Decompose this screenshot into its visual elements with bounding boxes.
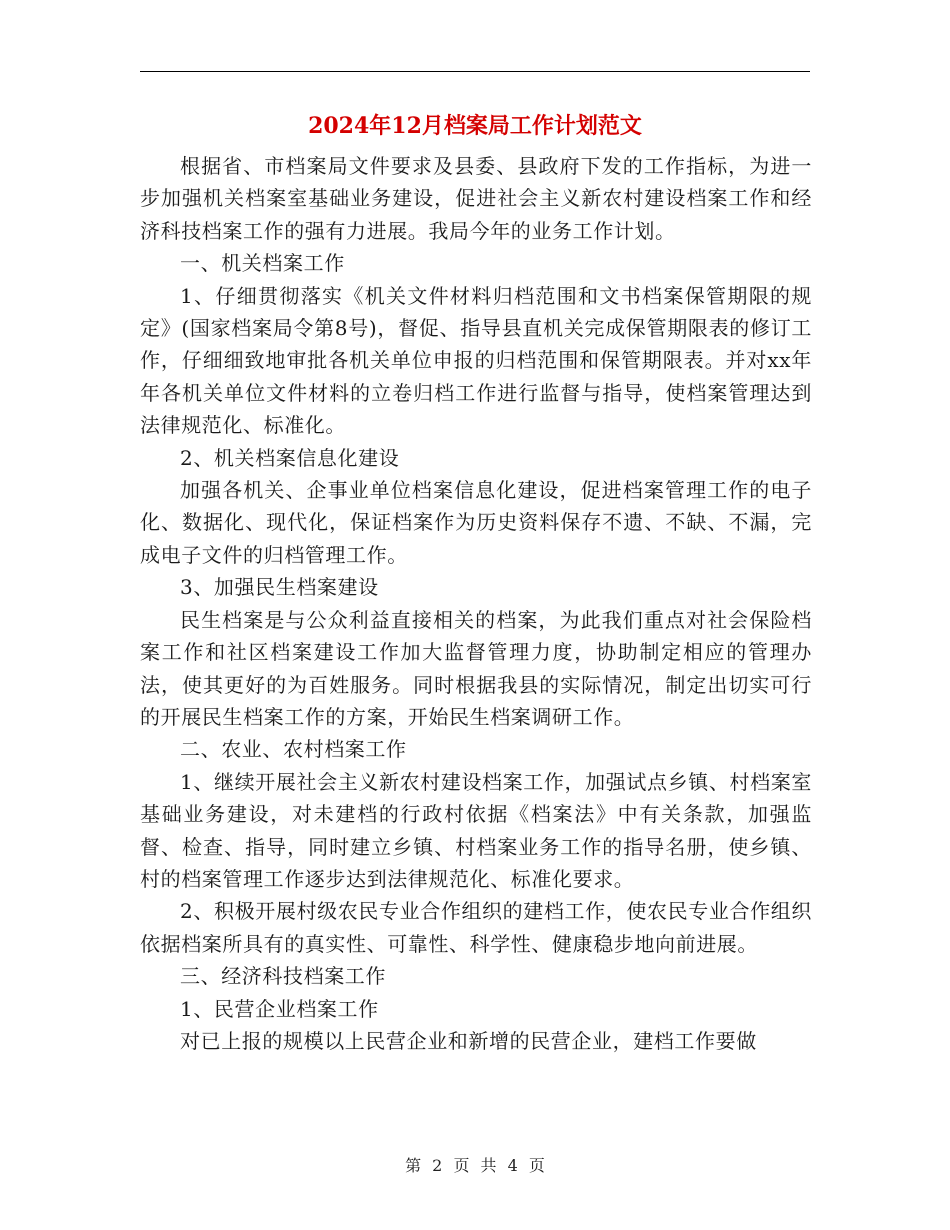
page-number: 第 2 页 共 4 页 [405,1156,545,1175]
section-heading-3: 三、经济科技档案工作 [180,964,386,989]
subheading-1-3: 3、加强民生档案建设 [180,575,379,600]
paragraph-intro: 根据省、市档案局文件要求及县委、县政府下发的工作指标，为进一步加强机关档案室基础业务建设，促进社会主义新农村建设档案工作和经济科技档案工作的强有力进展。我局今年的业务工作计划。 [140,154,812,243]
document-body [140,150,812,1057]
subheading-1-2: 2、机关档案信息化建设 [180,445,400,470]
section-heading-2: 二、农业、农村档案工作 [180,737,407,762]
paragraph-2-2: 2、积极开展村级农民专业合作组织的建档工作，使农民专业合作组织依据档案所具有的真实性、可靠性、科学性、健康稳步地向前进展。 [140,899,812,956]
section-heading-1: 一、机关档案工作 [180,251,345,276]
subheading-3-1: 1、民营企业档案工作 [180,996,379,1021]
paragraph-1-3: 民生档案是与公众利益直接相关的档案，为此我们重点对社会保险档案工作和社区档案建设工作加大监督管理力度，协助制定相应的管理办法，使其更好的为百姓服务。同时根据我县的实际情况，制定出切实可行的开展民生档案工作的方案，开始民生档案调研工作。 [140,607,812,729]
paragraph-2-1: 1、继续开展社会主义新农村建设档案工作，加强试点乡镇、村档案室基础业务建设，对未建档的行政村依据《档案法》中有关条款，加强监督、检查、指导，同时建立乡镇、村档案业务工作的指导名册，使乡镇、村的档案管理工作逐步达到法律规范化、标准化要求。 [140,769,812,891]
header-rule [140,71,810,72]
paragraph-3-1: 对已上报的规模以上民营企业和新增的民营企业，建档工作要做 [180,1028,757,1053]
paragraph-1-2: 加强各机关、企事业单位档案信息化建设，促进档案管理工作的电子化、数据化、现代化，保证档案作为历史资料保存不遗、不缺、不漏，完成电子文件的归档管理工作。 [140,478,812,567]
document-title: 2024年12月档案局工作计划范文 [308,113,642,139]
paragraph-1-1: 1、仔细贯彻落实《机关文件材料归档范围和文书档案保管期限的规定》(国家档案局令第8号)，督促、指导县直机关完成保管期限表的修订工作，仔细细致地审批各机关单位申报的归档范围和保管期限表。并对xx年年各机关单位文件材料的立卷归档工作进行监督与指导，使档案管理达到法律规范化、标准化。 [140,283,812,438]
